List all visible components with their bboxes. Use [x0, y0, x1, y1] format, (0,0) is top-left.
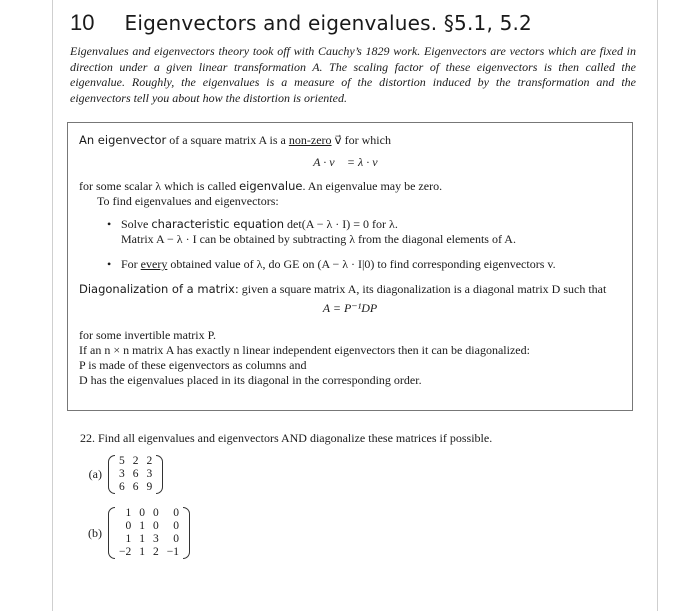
matrix-a-cell: 2 [146, 455, 153, 467]
matrix-b-cell: −2 [119, 546, 132, 558]
matrix-a-cell: 6 [119, 481, 125, 493]
intro-paragraph: Eigenvalues and eigenvectors theory took off with Cauchy’s 1829 work. Eigenvectors are vectors which are fixed in direction under a given linear transformation A. The scaling factor of these eigenvectors is then called the eigenvalue. Roughly, the eigenvalues is a measure of the distortion induced by the transformation and the eigenvectors tell you about how the distortion is oriented. [70, 44, 636, 105]
diagonalization-equation: A = P⁻¹DP [322, 301, 378, 315]
bullet1-end: det(A − λ · I) = 0 for λ. [284, 217, 398, 231]
condition-line-1: If an n × n matrix A has exactly n linear independent eigenvectors then it can be diagonalized: [79, 343, 530, 357]
matrix-b-cell: 0 [153, 520, 159, 532]
bullet-ge [107, 257, 621, 272]
eigenvector-term: An eigenvector [79, 133, 167, 147]
matrix-b-cell: 1 [139, 533, 145, 545]
bullet-dot-icon: • [107, 217, 112, 231]
matrix-b-label: (b) [88, 525, 102, 540]
characteristic-equation-term: characteristic equation [151, 217, 285, 231]
matrix-a-cell: 5 [119, 455, 125, 467]
bullet-dot-icon: • [107, 257, 112, 271]
matrix-a-label: (a) [88, 467, 102, 481]
matrix-a-cell: 3 [119, 468, 125, 480]
matrix-a-cell: 9 [146, 481, 153, 493]
diagonalization-definition [79, 282, 621, 297]
eigenvector-definition [79, 133, 621, 148]
bullet1-line2: Matrix A − λ · I can be obtained by subtracting λ from the diagonal elements of A. [121, 232, 516, 246]
condition-line-2: P is made of these eigenvectors as columns and [79, 358, 307, 372]
matrix-a-cell: 3 [146, 468, 153, 480]
section-header [70, 10, 650, 36]
matrix-b [108, 507, 190, 559]
def-mid-text: of a square matrix A is a [166, 133, 289, 147]
matrix-b-cell: 0 [139, 507, 145, 519]
definition-box [67, 122, 633, 411]
every-text: every [140, 257, 168, 271]
matrix-b-cell: 0 [173, 533, 179, 545]
eigenvalue-term: eigenvalue [239, 179, 303, 193]
scalar-end-text: . An eigenvalue may be zero. [302, 179, 443, 193]
matrix-a [108, 455, 163, 494]
section-title: Eigenvectors and eigenvalues. §5.1, 5.2 [124, 11, 532, 35]
matrix-b-cell: 0 [173, 507, 179, 519]
matrix-b-cell: −1 [166, 546, 179, 558]
matrix-a-cell: 2 [132, 455, 139, 467]
bullet-characteristic [107, 217, 621, 247]
bullet2-end: obtained value of λ, do GE on (A − λ · I|0) to find corresponding eigenvectors v. [167, 257, 556, 271]
matrix-a-row [80, 455, 163, 494]
eigenvalue-definition [79, 179, 621, 194]
matrix-b-cell: 3 [153, 533, 159, 545]
bullet1-start: Solve [121, 217, 152, 231]
matrix-b-cell: 1 [139, 520, 145, 532]
matrix-b-cell: 1 [125, 533, 132, 545]
find-instructions: To find eigenvalues and eigenvectors: [97, 194, 279, 208]
non-zero-text: non-zero [288, 133, 332, 147]
diag-text: given a square matrix A, its diagonalization is a diagonal matrix D such that [238, 282, 607, 296]
matrix-b-cell: 0 [173, 520, 179, 532]
exercise-22: 22. Find all eigenvalues and eigenvectors AND diagonalize these matrices if possible. [80, 431, 493, 445]
scalar-start-text: for some scalar λ which is called [79, 179, 240, 193]
matrix-b-row [80, 507, 190, 559]
matrix-b-cell: 0 [153, 507, 159, 519]
condition-line-3: D has the eigenvalues placed in its diagonal in the corresponding order. [79, 373, 422, 387]
matrix-a-cell: 6 [132, 481, 139, 493]
matrix-b-cell: 1 [125, 507, 132, 519]
diagonalization-term: Diagonalization of a matrix: [79, 282, 239, 296]
matrix-b-cell: 2 [153, 546, 159, 558]
invertible-text: for some invertible matrix P. [79, 328, 216, 342]
section-number: 10 [70, 10, 95, 35]
matrix-b-cell: 0 [125, 520, 132, 532]
def-end-text: v⃗ for which [331, 133, 391, 147]
matrix-b-cell: 1 [139, 546, 145, 558]
eigen-equation: A · v⃗ = λ · v⃗ [313, 155, 387, 169]
matrix-a-cell: 6 [132, 468, 139, 480]
bullet2-start: For [121, 257, 141, 271]
